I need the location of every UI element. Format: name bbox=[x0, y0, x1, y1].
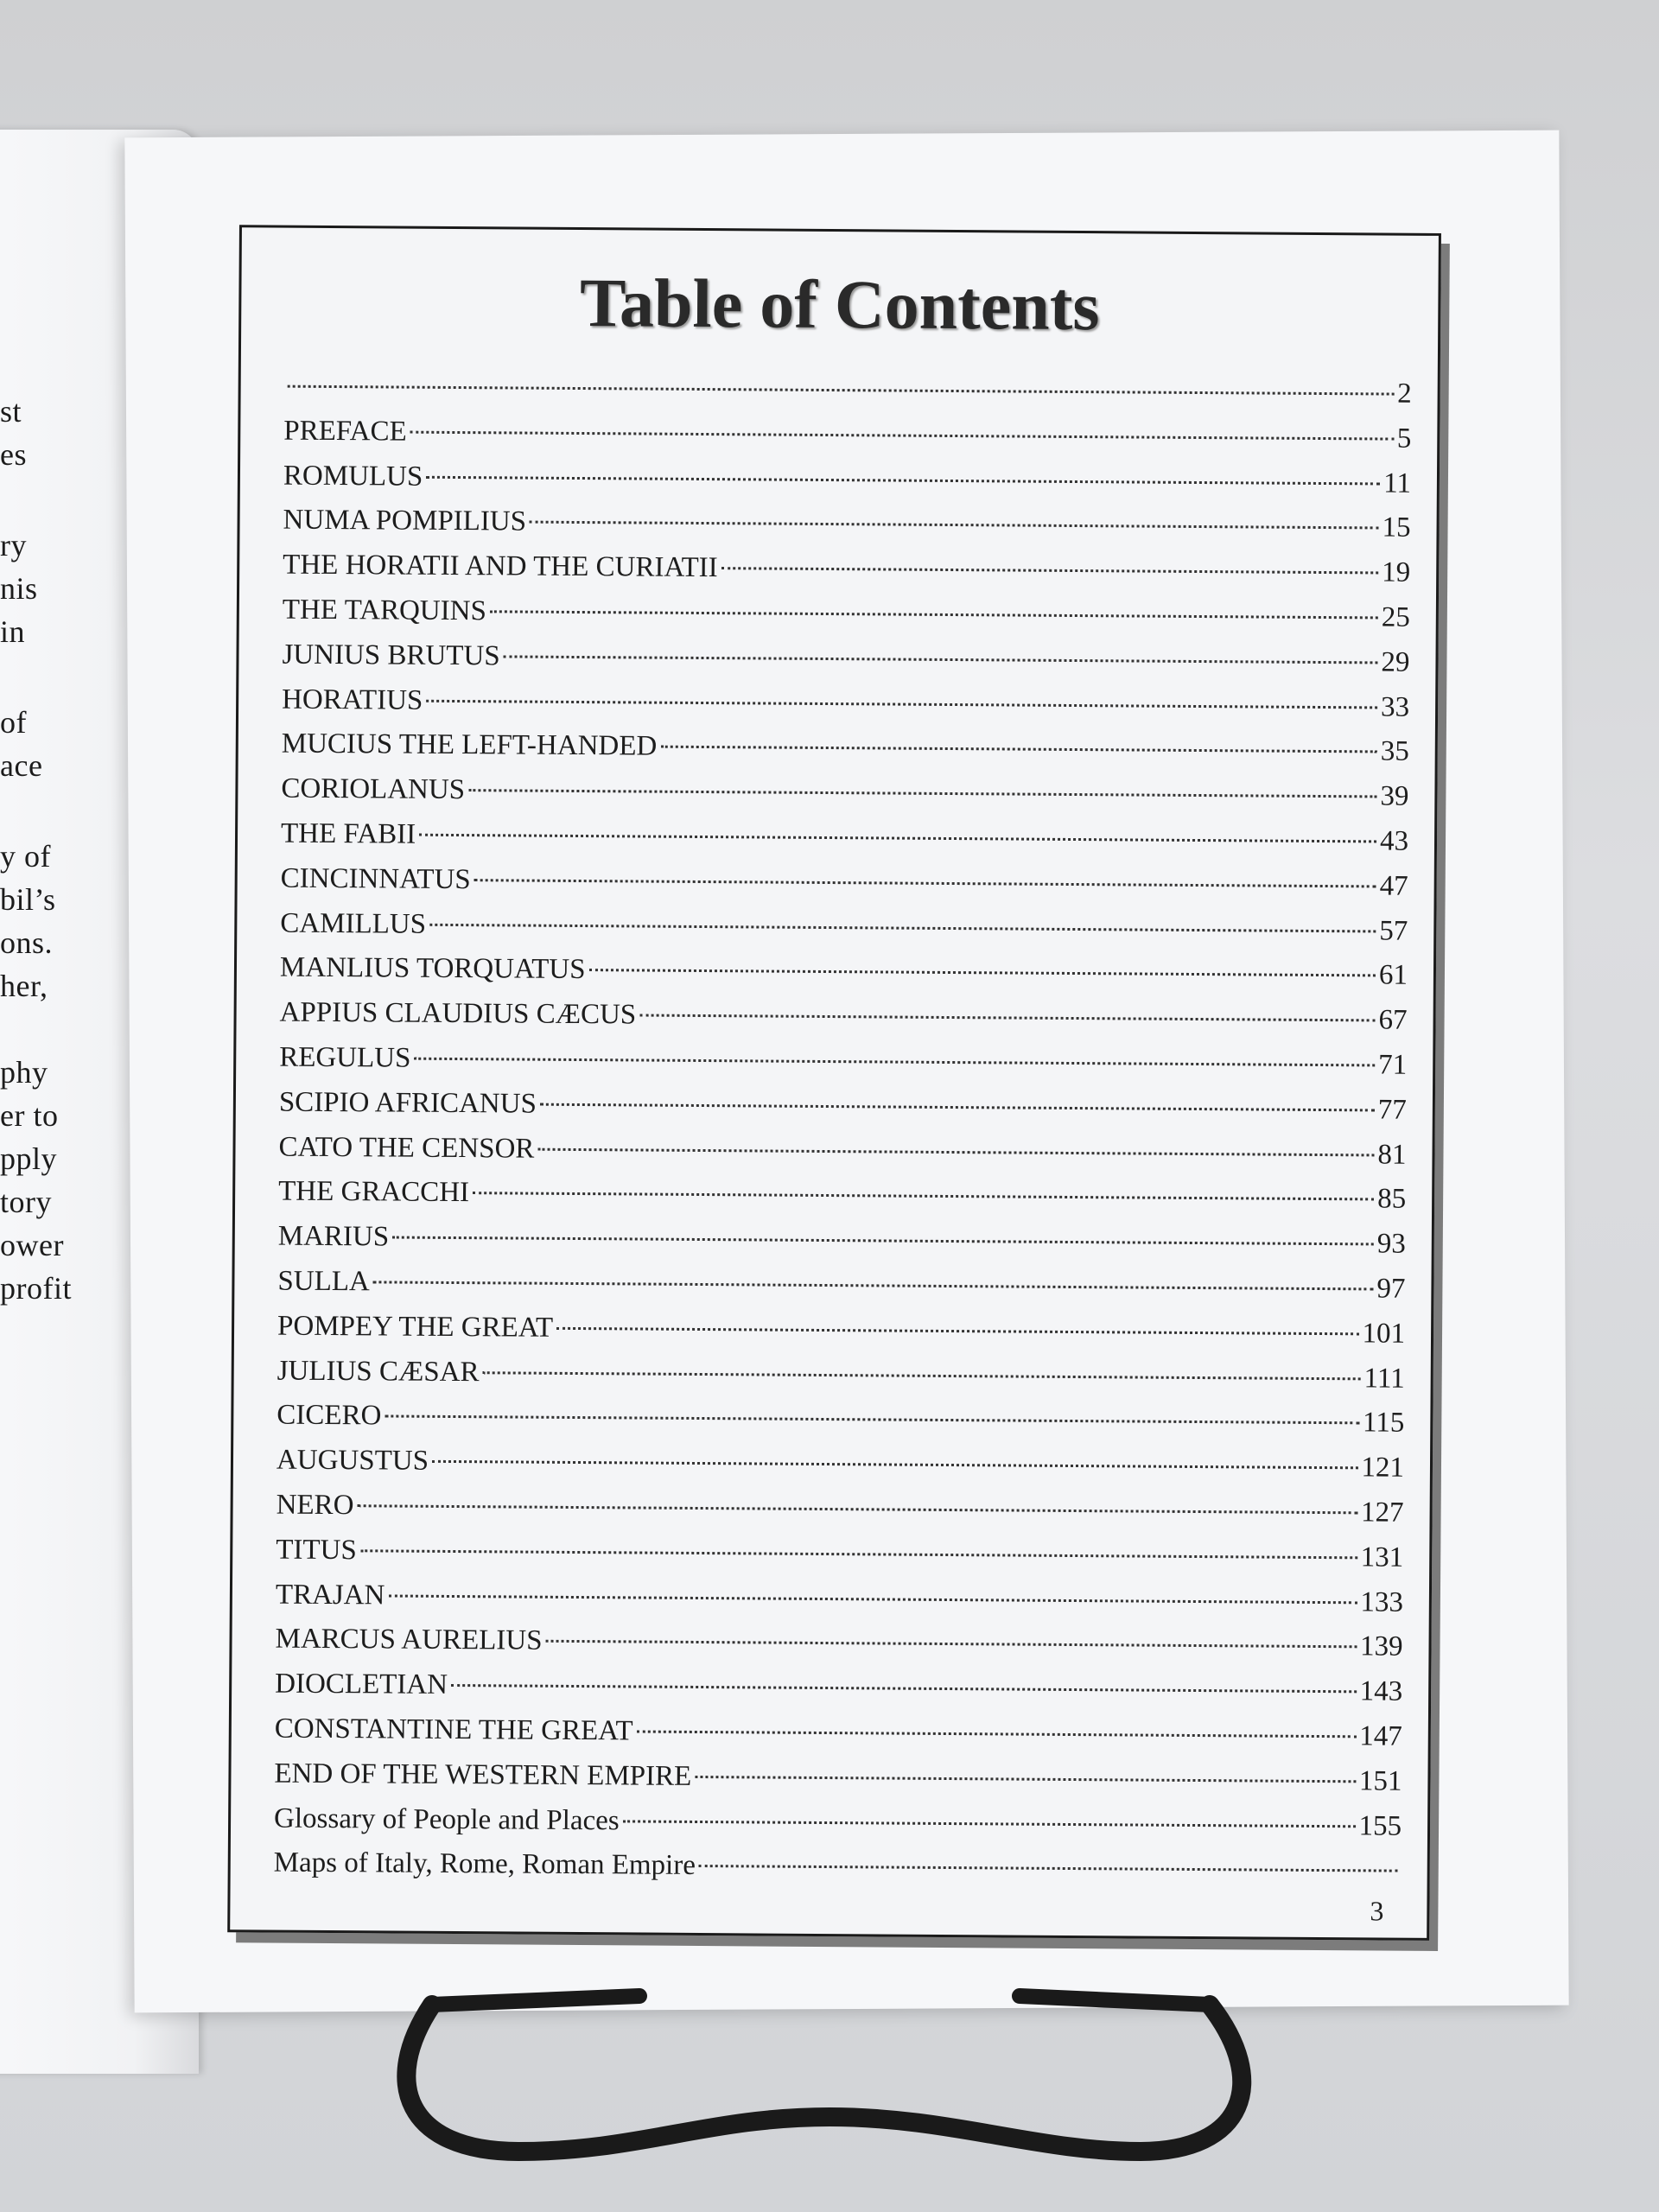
left-page-fragment: st bbox=[0, 394, 22, 429]
leader-dots bbox=[468, 789, 1376, 798]
toc-page: 57 bbox=[1379, 915, 1408, 947]
toc-page: 139 bbox=[1359, 1630, 1403, 1662]
toc-row bbox=[283, 415, 1411, 467]
leader-dots bbox=[432, 1460, 1357, 1469]
toc-page: 47 bbox=[1379, 870, 1408, 902]
toc-row bbox=[274, 1758, 1402, 1810]
left-page-fragment: ower bbox=[0, 1228, 64, 1262]
toc-page: 155 bbox=[1358, 1809, 1402, 1842]
left-page-fragment: ace bbox=[0, 748, 43, 783]
toc-entry: Glossary of People and Places bbox=[273, 1802, 620, 1836]
book-stand bbox=[380, 1979, 1279, 2212]
toc-row bbox=[281, 818, 1408, 871]
toc-row bbox=[275, 1624, 1402, 1676]
leader-dots bbox=[660, 746, 1376, 753]
toc-page: 33 bbox=[1380, 691, 1410, 723]
toc-row bbox=[283, 460, 1411, 512]
left-page-fragment: pply bbox=[0, 1141, 58, 1176]
toc-page: 19 bbox=[1382, 556, 1411, 588]
toc-page: 5 bbox=[1396, 423, 1412, 454]
toc-entry: ROMULUS bbox=[283, 460, 423, 493]
left-page-fragment: ry bbox=[0, 528, 27, 563]
left-page-fragment: nis bbox=[0, 571, 38, 606]
leader-dots bbox=[373, 1281, 1374, 1290]
toc-page: 143 bbox=[1359, 1675, 1403, 1707]
toc-page: 15 bbox=[1382, 512, 1411, 544]
leader-dots bbox=[288, 385, 1394, 396]
toc-entry: CONSTANTINE THE GREAT bbox=[274, 1713, 633, 1747]
toc-entry: TRAJAN bbox=[275, 1579, 385, 1611]
toc-entry: NUMA POMPILIUS bbox=[283, 504, 527, 537]
toc-page: 25 bbox=[1381, 601, 1410, 633]
toc-entry: CINCINNATUS bbox=[280, 862, 471, 895]
toc-page: 131 bbox=[1360, 1541, 1404, 1573]
toc-row bbox=[283, 505, 1410, 557]
toc-entry: AUGUSTUS bbox=[276, 1444, 429, 1477]
toc-row bbox=[283, 371, 1411, 423]
left-page-fragment: y of bbox=[0, 839, 51, 874]
toc-row bbox=[283, 550, 1410, 602]
leader-dots bbox=[357, 1504, 1357, 1514]
toc-row bbox=[274, 1802, 1402, 1855]
toc-page: 81 bbox=[1377, 1139, 1407, 1171]
toc-entry: Maps of Italy, Rome, Roman Empire bbox=[273, 1847, 696, 1882]
toc-page: 127 bbox=[1360, 1497, 1404, 1529]
leader-dots bbox=[483, 1371, 1361, 1380]
toc-row bbox=[279, 997, 1407, 1050]
toc-list bbox=[274, 371, 1412, 1900]
leader-dots bbox=[623, 1820, 1356, 1827]
toc-row bbox=[276, 1355, 1404, 1408]
toc-entry: JULIUS CÆSAR bbox=[276, 1355, 480, 1388]
leader-dots bbox=[392, 1236, 1374, 1246]
left-page-fragment: er to bbox=[0, 1098, 59, 1133]
toc-entry: MUCIUS THE LEFT-HANDED bbox=[281, 728, 658, 763]
leader-dots bbox=[589, 969, 1376, 976]
leader-dots bbox=[388, 1594, 1357, 1604]
left-page-fragment: tory bbox=[0, 1185, 52, 1219]
toc-page: 115 bbox=[1362, 1407, 1405, 1440]
leader-dots bbox=[474, 879, 1376, 887]
toc-page: 11 bbox=[1383, 467, 1412, 499]
toc-entry: CORIOLANUS bbox=[281, 772, 466, 806]
toc-entry: CICERO bbox=[276, 1399, 382, 1432]
toc-entry: THE GRACCHI bbox=[278, 1175, 470, 1209]
toc-row bbox=[276, 1534, 1403, 1586]
leader-dots bbox=[540, 1103, 1375, 1111]
toc-row bbox=[280, 952, 1408, 1005]
left-page-fragment: phy bbox=[0, 1055, 48, 1090]
toc-page: 93 bbox=[1376, 1228, 1406, 1260]
left-page-fragment: ons. bbox=[0, 925, 54, 960]
leader-dots bbox=[426, 699, 1377, 709]
toc-entry: PREFACE bbox=[283, 415, 407, 448]
toc-row bbox=[278, 1221, 1406, 1274]
toc-row bbox=[275, 1669, 1402, 1721]
toc-row bbox=[276, 1579, 1403, 1631]
toc-row bbox=[276, 1445, 1404, 1497]
toc-page: 85 bbox=[1377, 1183, 1407, 1216]
left-page-fragment: es bbox=[0, 437, 27, 472]
toc-row bbox=[277, 1266, 1405, 1319]
toc-page: 29 bbox=[1381, 646, 1410, 678]
toc-entry: JUNIUS BRUTUS bbox=[282, 639, 500, 672]
leader-dots bbox=[360, 1549, 1357, 1559]
leader-dots bbox=[473, 1192, 1374, 1201]
toc-entry: DIOCLETIAN bbox=[275, 1668, 448, 1701]
toc-page: 77 bbox=[1377, 1094, 1407, 1126]
toc-entry: MARIUS bbox=[277, 1220, 390, 1253]
toc-row bbox=[276, 1490, 1403, 1542]
toc-page: 151 bbox=[1358, 1765, 1402, 1797]
toc-page: 67 bbox=[1378, 1004, 1408, 1036]
toc-row bbox=[282, 728, 1409, 781]
left-page-fragment: profit bbox=[0, 1271, 72, 1306]
toc-entry: APPIUS CLAUDIUS CÆCUS bbox=[279, 996, 637, 1031]
toc-page: 101 bbox=[1362, 1318, 1406, 1350]
toc-page: 35 bbox=[1380, 735, 1409, 768]
toc-entry: REGULUS bbox=[279, 1041, 411, 1074]
toc-page: 97 bbox=[1376, 1273, 1406, 1305]
leader-dots bbox=[537, 1147, 1374, 1156]
toc-page: 2 bbox=[1397, 378, 1412, 410]
toc-entry: SCIPIO AFRICANUS bbox=[278, 1086, 537, 1120]
toc-row bbox=[274, 1847, 1402, 1900]
toc-row bbox=[283, 594, 1410, 647]
leader-dots bbox=[504, 655, 1378, 664]
toc-entry: MANLIUS TORQUATUS bbox=[279, 951, 586, 986]
leader-dots bbox=[556, 1327, 1358, 1335]
toc-row bbox=[278, 1176, 1406, 1229]
toc-row bbox=[277, 1310, 1405, 1363]
toc-entry: HORATIUS bbox=[282, 683, 423, 716]
leader-dots bbox=[414, 1058, 1375, 1067]
left-page-fragment: of bbox=[0, 705, 27, 740]
leader-dots bbox=[721, 567, 1378, 574]
toc-row bbox=[278, 1131, 1406, 1184]
left-page-fragment: her, bbox=[0, 969, 48, 1003]
toc-entry: THE TARQUINS bbox=[282, 594, 486, 627]
toc-row bbox=[282, 639, 1409, 691]
toc-page: 133 bbox=[1360, 1586, 1404, 1618]
toc-page: 111 bbox=[1363, 1362, 1405, 1395]
leader-dots bbox=[637, 1730, 1357, 1738]
toc-row bbox=[282, 683, 1409, 736]
toc-entry: THE FABII bbox=[280, 817, 416, 850]
leader-dots bbox=[451, 1684, 1357, 1693]
toc-entry: NERO bbox=[276, 1489, 354, 1522]
leader-dots bbox=[385, 1415, 1359, 1425]
toc-entry: MARCUS AURELIUS bbox=[275, 1623, 543, 1657]
right-page bbox=[124, 130, 1568, 2013]
left-page-fragment: bil’s bbox=[0, 882, 56, 917]
toc-row bbox=[280, 862, 1408, 915]
toc-entry: POMPEY THE GREAT bbox=[276, 1310, 554, 1344]
toc-page: 147 bbox=[1359, 1720, 1402, 1752]
toc-frame bbox=[227, 225, 1441, 1941]
leader-dots bbox=[419, 834, 1376, 843]
leader-dots bbox=[530, 521, 1379, 530]
leader-dots bbox=[490, 610, 1378, 619]
left-page-fragment: in bbox=[0, 614, 26, 649]
toc-row bbox=[276, 1400, 1404, 1452]
page-number: 3 bbox=[1370, 1895, 1384, 1927]
toc-page: 39 bbox=[1380, 780, 1409, 812]
toc-row bbox=[275, 1713, 1402, 1765]
toc-entry: CATO THE CENSOR bbox=[278, 1131, 535, 1165]
toc-page: 61 bbox=[1378, 959, 1408, 992]
toc-row bbox=[279, 1042, 1407, 1095]
toc-row bbox=[280, 907, 1408, 960]
leader-dots bbox=[410, 430, 1394, 440]
toc-title: Table of Contents bbox=[579, 264, 1100, 346]
leader-dots bbox=[699, 1865, 1398, 1872]
toc-page: 121 bbox=[1361, 1452, 1405, 1484]
leader-dots bbox=[695, 1776, 1356, 1783]
toc-page: 71 bbox=[1378, 1049, 1408, 1081]
leader-dots bbox=[639, 1014, 1375, 1022]
leader-dots bbox=[546, 1640, 1357, 1649]
toc-entry: THE HORATII AND THE CURIATII bbox=[283, 549, 718, 584]
toc-row bbox=[281, 773, 1408, 826]
leader-dots bbox=[429, 923, 1376, 932]
toc-entry: END OF THE WESTERN EMPIRE bbox=[274, 1758, 692, 1792]
toc-entry: SULLA bbox=[277, 1265, 370, 1298]
leader-dots bbox=[426, 475, 1380, 485]
toc-page: 43 bbox=[1379, 825, 1409, 857]
toc-entry: TITUS bbox=[276, 1534, 357, 1566]
toc-entry: CAMILLUS bbox=[280, 907, 427, 940]
toc-row bbox=[279, 1086, 1407, 1139]
